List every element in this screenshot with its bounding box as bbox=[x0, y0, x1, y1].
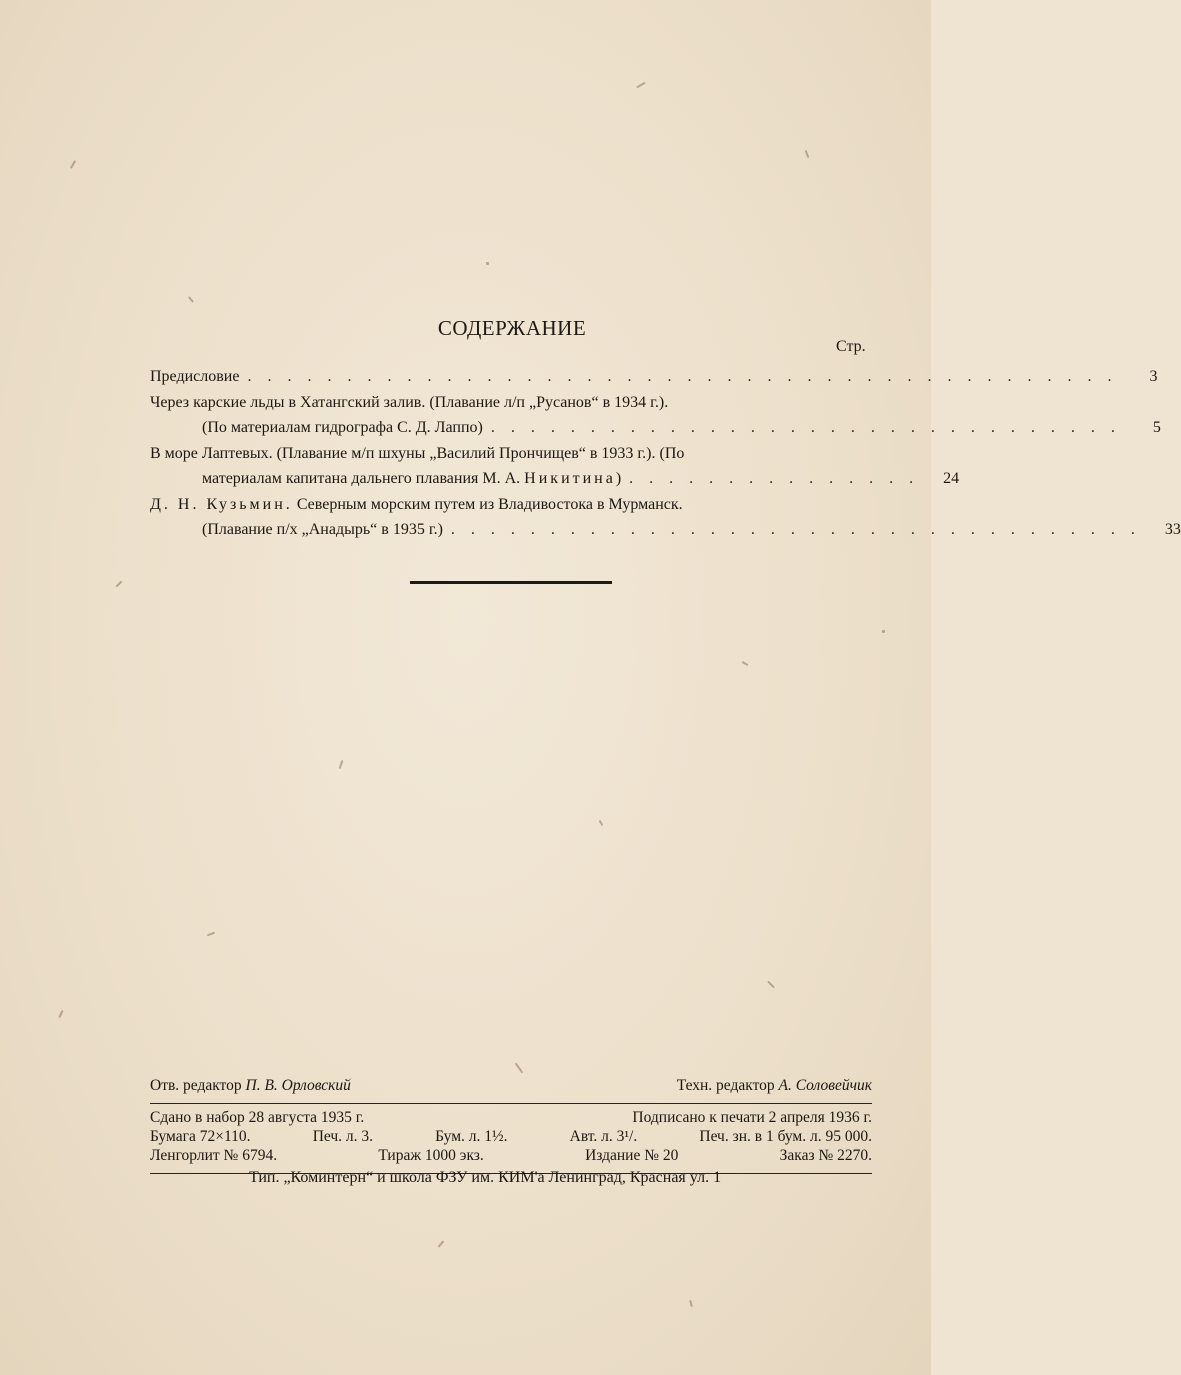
toc-entry-northern-route[interactable] bbox=[150, 492, 1181, 543]
toc-line bbox=[150, 492, 874, 518]
chief-editor bbox=[150, 1077, 351, 1101]
section-divider bbox=[410, 581, 612, 584]
leader-dots: . . . . . . . . . . . . . . . . . . . . . . . . . . . . . . . . . . . . . . . . . . . . bbox=[247, 368, 1118, 385]
signed-to-print-date: Подписано к печати 2 апреля 1936 г. bbox=[632, 1109, 872, 1126]
page-column-header: Стр. bbox=[836, 338, 866, 355]
toc-heading-text: СОДЕРЖАНИЕ bbox=[437, 316, 587, 340]
toc-heading bbox=[0, 316, 1024, 341]
paper-fleck bbox=[882, 630, 885, 633]
toc-subtitle-end: ) bbox=[615, 470, 622, 487]
table-of-contents bbox=[150, 364, 1181, 543]
toc-entry-laptev-sea[interactable] bbox=[150, 441, 960, 492]
toc-entry-title bbox=[150, 492, 683, 518]
print-details-row bbox=[150, 1127, 872, 1146]
toc-page-number: 5 bbox=[1152, 419, 1161, 436]
toc-entry-subtitle bbox=[202, 466, 621, 492]
printer-line bbox=[0, 1169, 1024, 1187]
toc-page-number: 33 bbox=[1164, 521, 1181, 538]
toc-author-spaced: Никитина bbox=[524, 470, 616, 487]
typeset-date: Сдано в набор 28 августа 1935 г. bbox=[150, 1109, 365, 1126]
censor-number: Ленгорлит № 6794. bbox=[150, 1147, 278, 1164]
printer-text: Тип. „Коминтерн“ и школа ФЗУ им. КИМ'а Ленинград, Красная ул. 1 bbox=[248, 1169, 722, 1186]
print-details bbox=[150, 1104, 872, 1165]
print-run: Тираж 1000 экз. bbox=[378, 1147, 484, 1164]
toc-line bbox=[150, 441, 874, 467]
toc-entry-kara-ice[interactable] bbox=[150, 390, 1161, 441]
chief-editor-label: Отв. редактор bbox=[150, 1077, 242, 1094]
toc-page-number: 3 bbox=[1149, 368, 1158, 385]
toc-entry-title: Через карские льды в Хатангский залив. (Плавание л/п „Русанов“ в 1934 г.). bbox=[150, 393, 669, 411]
paper-fleck bbox=[486, 262, 489, 265]
tech-editor-label: Техн. редактор bbox=[676, 1077, 775, 1094]
toc-author-spaced: Д. Н. Кузьмин. bbox=[150, 495, 293, 513]
print-details-row bbox=[150, 1108, 872, 1127]
toc-line bbox=[150, 364, 1158, 390]
tech-editor bbox=[677, 1077, 872, 1101]
toc-title-part: Северным морским путем из Владивостока в Мурманск. bbox=[292, 495, 683, 513]
order-number: Заказ № 2270. bbox=[779, 1147, 872, 1164]
chief-editor-name: П. В. Орловский bbox=[245, 1077, 351, 1094]
toc-entry-title: Предисловие bbox=[150, 368, 240, 385]
characters-per-sheet: Печ. зн. в 1 бум. л. 95 000. bbox=[699, 1128, 872, 1145]
edition-number: Издание № 20 bbox=[585, 1147, 679, 1164]
leader-dots: . . . . . . . . . . . . . . . bbox=[629, 470, 920, 487]
toc-line bbox=[150, 466, 960, 492]
toc-line bbox=[150, 517, 1181, 543]
toc-page-number: 24 bbox=[943, 470, 960, 487]
toc-entry-subtitle: (По материалам гидрографа С. Д. Лаппо) bbox=[202, 419, 483, 436]
tech-editor-name: А. Соловейчик bbox=[778, 1077, 872, 1094]
editors-line bbox=[150, 1077, 872, 1104]
toc-entry-title: В море Лаптевых. (Плавание м/п шхуны „Василий Прончищев“ в 1933 г.). (По bbox=[150, 444, 685, 462]
paper-sheets: Бум. л. 1½. bbox=[435, 1128, 508, 1145]
print-details-row bbox=[150, 1146, 872, 1165]
toc-entry-subtitle: (Плавание п/х „Анадырь“ в 1935 г.) bbox=[202, 521, 443, 538]
toc-line bbox=[150, 390, 874, 416]
colophon bbox=[150, 1077, 872, 1174]
leader-dots: . . . . . . . . . . . . . . . . . . . . . . . . . . . . . . . . bbox=[490, 419, 1121, 436]
paper-format: Бумага 72×110. bbox=[150, 1128, 251, 1145]
leader-dots: . . . . . . . . . . . . . . . . . . . . . . . . . . . . . . . . . . . bbox=[450, 521, 1141, 538]
toc-line bbox=[150, 415, 1161, 441]
author-sheets: Авт. л. 3¹/. bbox=[569, 1128, 638, 1145]
toc-entry-preface[interactable] bbox=[150, 364, 1158, 390]
printed-sheets: Печ. л. 3. bbox=[312, 1128, 374, 1145]
toc-subtitle-part: материалам капитана дальнего плавания М. А. bbox=[202, 470, 525, 487]
